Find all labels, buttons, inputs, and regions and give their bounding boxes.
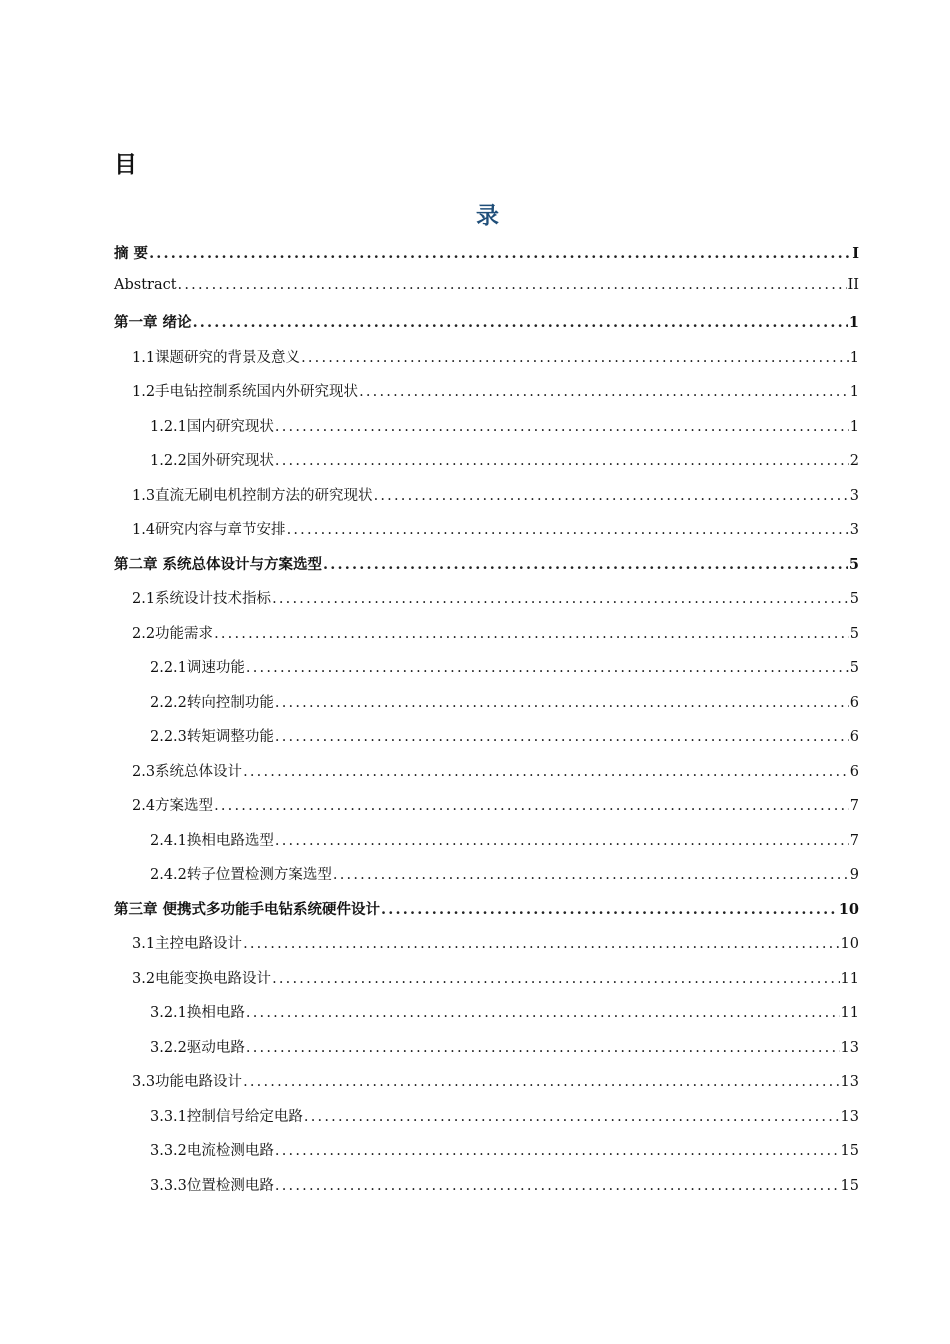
toc-entry-label: 2.2.1调速功能 (150, 660, 245, 676)
toc-entry[interactable] (114, 932, 859, 967)
toc-dot-leader (275, 695, 849, 711)
toc-dot-leader (246, 1040, 840, 1056)
toc-entry-page: 5 (849, 625, 859, 642)
toc-entry-page: 10 (840, 936, 859, 952)
toc-entry[interactable] (114, 415, 859, 450)
toc-entry-label: 2.3系统总体设计 (132, 763, 243, 780)
toc-entry-page: 3 (849, 487, 859, 504)
toc-dot-leader (214, 626, 849, 642)
toc-title-part-2: 录 (476, 203, 499, 229)
toc-entry-label: 摘 要 (114, 245, 149, 262)
toc-entry-page: 1 (849, 418, 859, 435)
toc-dot-leader (243, 1074, 839, 1090)
toc-title-part-1: 目 (114, 152, 137, 178)
toc-entry[interactable] (114, 863, 859, 898)
toc-entry-page: 11 (840, 1005, 859, 1021)
toc-entry[interactable] (114, 656, 859, 691)
toc-entry-label: 1.2.1国内研究现状 (150, 418, 274, 435)
table-of-contents (114, 242, 859, 1208)
toc-entry-page: 3 (849, 522, 859, 538)
toc-dot-leader (246, 1005, 840, 1021)
toc-entry-page: I (852, 245, 859, 262)
toc-entry-label: 2.2.2转向控制功能 (150, 694, 274, 711)
toc-entry-label: Abstract (114, 276, 177, 293)
toc-entry[interactable] (114, 622, 859, 657)
toc-entry-label: 3.2.1换相电路 (150, 1005, 245, 1021)
toc-dot-leader (246, 660, 849, 676)
toc-entry-label: 第三章 便携式多功能手电钻系统硬件设计 (114, 900, 381, 918)
toc-entry-label: 2.4.1换相电路选型 (150, 832, 274, 849)
toc-dot-leader (323, 556, 848, 573)
toc-entry-page: 13 (840, 1108, 859, 1125)
toc-dot-leader (275, 1143, 840, 1159)
toc-dot-leader (272, 971, 839, 987)
toc-entry[interactable] (114, 829, 859, 864)
toc-entry-page: 13 (840, 1039, 859, 1056)
toc-entry-label: 2.4.2转子位置检测方案选型 (150, 867, 332, 883)
toc-dot-leader (287, 522, 849, 538)
toc-entry-label: 2.4方案选型 (132, 798, 214, 814)
toc-entry[interactable] (114, 553, 859, 588)
toc-entry-page: 1 (848, 314, 859, 331)
toc-entry-label: 3.1主控电路设计 (132, 936, 243, 952)
toc-entry-label: 3.3功能电路设计 (132, 1074, 243, 1090)
toc-dot-leader (359, 384, 849, 400)
toc-entry-label: 3.3.2电流检测电路 (150, 1143, 274, 1159)
toc-entry[interactable] (114, 518, 859, 553)
toc-entry[interactable] (114, 1174, 859, 1209)
toc-entry-page: 13 (840, 1074, 859, 1090)
toc-entry-page: 6 (849, 694, 859, 711)
toc-entry-page: 5 (848, 555, 859, 573)
toc-dot-leader (243, 764, 849, 780)
toc-entry[interactable] (114, 794, 859, 829)
toc-entry[interactable] (114, 587, 859, 622)
toc-entry-page: 10 (838, 900, 859, 918)
toc-dot-leader (275, 453, 849, 469)
toc-dot-leader (333, 867, 849, 883)
toc-entry-page: 6 (849, 763, 859, 780)
toc-entry[interactable] (114, 1036, 859, 1071)
toc-entry[interactable] (114, 691, 859, 726)
toc-entry-page: 2 (849, 453, 859, 469)
toc-entry-page: 7 (849, 832, 859, 849)
toc-entry[interactable] (114, 1139, 859, 1174)
toc-entry-label: 3.2.2驱动电路 (150, 1039, 245, 1056)
toc-entry[interactable] (114, 277, 859, 312)
toc-entry-page: 1 (849, 349, 859, 366)
toc-entry[interactable] (114, 1105, 859, 1140)
toc-entry-page: 5 (849, 591, 859, 607)
toc-entry-label: 第二章 系统总体设计与方案选型 (114, 555, 323, 573)
toc-entry-label: 2.1系统设计技术指标 (132, 591, 272, 607)
toc-entry[interactable] (114, 311, 859, 346)
toc-dot-leader (193, 314, 848, 331)
toc-entry[interactable] (114, 725, 859, 760)
toc-entry[interactable] (114, 898, 859, 933)
toc-dot-leader (301, 350, 849, 366)
toc-dot-leader (272, 591, 849, 607)
toc-entry[interactable] (114, 346, 859, 381)
toc-dot-leader (374, 488, 849, 504)
toc-entry-label: 1.3直流无刷电机控制方法的研究现状 (132, 487, 373, 504)
toc-entry-label: 1.2手电钻控制系统国内外研究现状 (132, 384, 359, 400)
toc-entry-page: 9 (849, 867, 859, 883)
toc-entry-page: 6 (849, 729, 859, 745)
toc-dot-leader (381, 901, 838, 918)
toc-dot-leader (275, 419, 849, 435)
toc-entry-page: 5 (849, 660, 859, 676)
toc-dot-leader (275, 1178, 840, 1194)
toc-entry-page: II (847, 276, 859, 293)
toc-entry-label: 第一章 绪论 (114, 314, 192, 331)
toc-entry-label: 2.2.3转矩调整功能 (150, 729, 274, 745)
toc-entry-page: 7 (849, 798, 859, 814)
toc-entry-page: 15 (840, 1177, 859, 1194)
toc-entry-label: 3.3.3位置检测电路 (150, 1177, 274, 1194)
toc-entry[interactable] (114, 484, 859, 519)
toc-entry-label: 1.4研究内容与章节安排 (132, 522, 286, 538)
toc-entry-label: 3.2电能变换电路设计 (132, 970, 272, 987)
toc-entry[interactable] (114, 1001, 859, 1036)
toc-entry[interactable] (114, 1070, 859, 1105)
toc-entry-label: 1.2.2国外研究现状 (150, 453, 274, 469)
toc-entry-page: 11 (840, 970, 859, 987)
toc-entry-page: 1 (849, 384, 859, 400)
toc-entry-label: 1.1课题研究的背景及意义 (132, 349, 301, 366)
toc-dot-leader (275, 833, 849, 849)
toc-entry-page: 15 (840, 1143, 859, 1159)
toc-entry[interactable] (114, 449, 859, 484)
toc-entry-label: 2.2功能需求 (132, 625, 214, 642)
toc-entry[interactable] (114, 760, 859, 795)
toc-dot-leader (243, 936, 839, 952)
toc-entry-label: 3.3.1控制信号给定电路 (150, 1108, 303, 1125)
toc-dot-leader (178, 277, 847, 293)
toc-entry[interactable] (114, 242, 859, 277)
toc-dot-leader (214, 798, 849, 814)
toc-dot-leader (275, 729, 849, 745)
toc-dot-leader (304, 1109, 840, 1125)
toc-dot-leader (149, 245, 851, 262)
toc-entry[interactable] (114, 967, 859, 1002)
toc-entry[interactable] (114, 380, 859, 415)
